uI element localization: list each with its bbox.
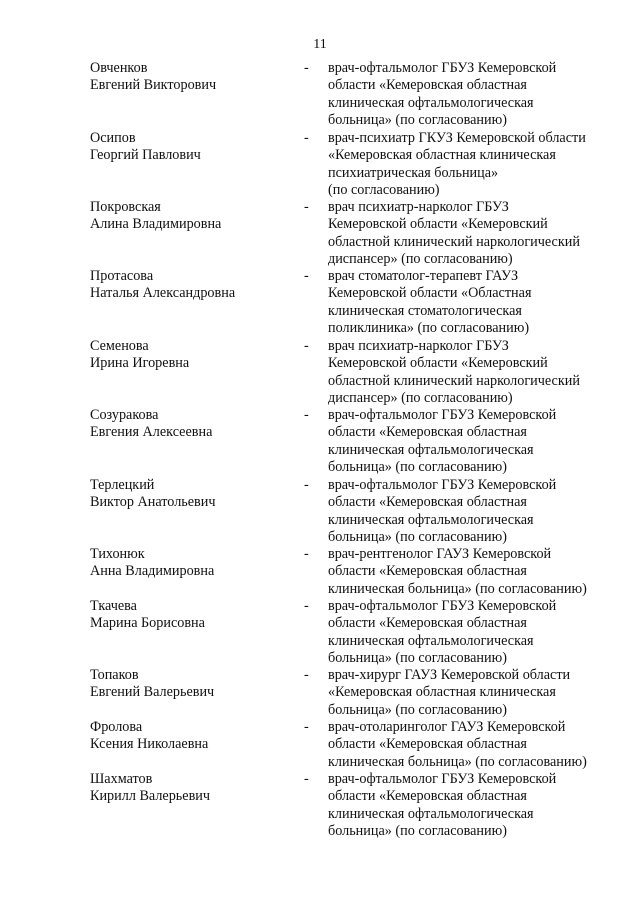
description-line: больница» (по согласованию) bbox=[328, 458, 507, 475]
person-name bbox=[90, 130, 300, 165]
position-description bbox=[328, 719, 618, 771]
description-line: врач-офтальмолог ГБУЗ Кемеровской bbox=[328, 477, 557, 493]
description-line: областной клинический наркологический bbox=[328, 233, 580, 250]
given-names: Георгий Павлович bbox=[90, 147, 201, 164]
description-line: клиническая стоматологическая bbox=[328, 302, 522, 319]
separator-dash: - bbox=[304, 338, 309, 354]
separator-dash: - bbox=[304, 719, 309, 735]
description-line: области «Кемеровская областная bbox=[328, 424, 527, 441]
person-name bbox=[90, 407, 300, 442]
page-number: 11 bbox=[313, 37, 327, 52]
separator-dash: - bbox=[304, 407, 309, 423]
description-line: клиническая офтальмологическая bbox=[328, 94, 534, 111]
separator-dash: - bbox=[304, 130, 309, 146]
description-line: врач-офтальмолог ГБУЗ Кемеровской bbox=[328, 771, 557, 787]
surname: Овченков bbox=[90, 60, 148, 76]
description-line: клиническая офтальмологическая bbox=[328, 441, 534, 458]
position-description bbox=[328, 667, 618, 719]
description-line: (по согласованию) bbox=[328, 181, 440, 198]
surname: Ткачева bbox=[90, 598, 137, 614]
description-line: области «Кемеровская областная bbox=[328, 494, 527, 511]
description-line: Кемеровской области «Областная bbox=[328, 285, 532, 302]
position-description bbox=[328, 60, 618, 129]
surname: Терлецкий bbox=[90, 477, 155, 493]
description-line: поликлиника» (по согласованию) bbox=[328, 319, 530, 336]
description-line: врач-психиатр ГКУЗ Кемеровской области bbox=[328, 130, 586, 146]
description-line: области «Кемеровская областная bbox=[328, 615, 527, 632]
position-description bbox=[328, 546, 618, 598]
surname: Созуракова bbox=[90, 407, 159, 423]
separator-dash: - bbox=[304, 199, 309, 215]
description-line: больница» (по согласованию) bbox=[328, 701, 507, 718]
description-line: психиатрическая больница» bbox=[328, 164, 499, 181]
description-line: области «Кемеровская областная bbox=[328, 77, 527, 94]
separator-dash: - bbox=[304, 667, 309, 683]
surname: Покровская bbox=[90, 199, 161, 215]
given-names: Анна Владимировна bbox=[90, 563, 215, 580]
description-line: Кемеровской области «Кемеровский bbox=[328, 355, 548, 372]
description-line: клиническая офтальмологическая bbox=[328, 511, 534, 528]
description-line: «Кемеровская областная клиническая bbox=[328, 147, 556, 164]
description-line: «Кемеровская областная клиническая bbox=[328, 684, 556, 701]
position-description bbox=[328, 199, 618, 268]
given-names: Виктор Анатольевич bbox=[90, 494, 216, 511]
given-names: Наталья Александровна bbox=[90, 285, 236, 302]
description-line: клиническая больница» (по согласованию) bbox=[328, 580, 587, 597]
position-description bbox=[328, 407, 618, 476]
surname: Тихонюк bbox=[90, 546, 145, 562]
description-line: области «Кемеровская областная bbox=[328, 563, 527, 580]
description-line: врач-рентгенолог ГАУЗ Кемеровской bbox=[328, 546, 552, 562]
given-names: Ирина Игоревна bbox=[90, 355, 190, 372]
person-name bbox=[90, 268, 300, 303]
given-names: Евгений Викторович bbox=[90, 77, 217, 94]
position-description bbox=[328, 130, 618, 199]
description-line: врач стоматолог-терапевт ГАУЗ bbox=[328, 268, 519, 284]
surname: Фролова bbox=[90, 719, 143, 735]
position-description bbox=[328, 598, 618, 667]
description-line: врач-отоларинголог ГАУЗ Кемеровской bbox=[328, 719, 566, 735]
person-name bbox=[90, 199, 300, 234]
description-line: больница» (по согласованию) bbox=[328, 649, 507, 666]
separator-dash: - bbox=[304, 771, 309, 787]
separator-dash: - bbox=[304, 268, 309, 284]
person-name bbox=[90, 771, 300, 806]
position-description bbox=[328, 338, 618, 407]
given-names: Евгения Алексеевна bbox=[90, 424, 213, 441]
description-line: области «Кемеровская областная bbox=[328, 736, 527, 753]
given-names: Ксения Николаевна bbox=[90, 736, 209, 753]
surname: Протасова bbox=[90, 268, 154, 284]
description-line: клиническая больница» (по согласованию) bbox=[328, 753, 587, 770]
description-line: врач-хирург ГАУЗ Кемеровской области bbox=[328, 667, 571, 683]
person-name bbox=[90, 338, 300, 373]
separator-dash: - bbox=[304, 598, 309, 614]
given-names: Алина Владимировна bbox=[90, 216, 222, 233]
description-line: врач-офтальмолог ГБУЗ Кемеровской bbox=[328, 407, 557, 423]
given-names: Евгений Валерьевич bbox=[90, 684, 215, 701]
description-line: врач-офтальмолог ГБУЗ Кемеровской bbox=[328, 598, 557, 614]
surname: Осипов bbox=[90, 130, 136, 146]
description-line: клиническая офтальмологическая bbox=[328, 805, 534, 822]
description-line: клиническая офтальмологическая bbox=[328, 632, 534, 649]
description-line: врач психиатр-нарколог ГБУЗ bbox=[328, 199, 509, 215]
description-line: врач психиатр-нарколог ГБУЗ bbox=[328, 338, 509, 354]
description-line: диспансер» (по согласованию) bbox=[328, 389, 513, 406]
description-line: Кемеровской области «Кемеровский bbox=[328, 216, 548, 233]
separator-dash: - bbox=[304, 60, 309, 76]
person-name bbox=[90, 719, 300, 754]
description-line: больница» (по согласованию) bbox=[328, 111, 507, 128]
description-line: диспансер» (по согласованию) bbox=[328, 250, 513, 267]
description-line: областной клинический наркологический bbox=[328, 372, 580, 389]
person-name bbox=[90, 477, 300, 512]
given-names: Кирилл Валерьевич bbox=[90, 788, 210, 805]
description-line: области «Кемеровская областная bbox=[328, 788, 527, 805]
person-name bbox=[90, 667, 300, 702]
person-name bbox=[90, 598, 300, 633]
surname: Топаков bbox=[90, 667, 139, 683]
given-names: Марина Борисовна bbox=[90, 615, 205, 632]
position-description bbox=[328, 771, 618, 840]
separator-dash: - bbox=[304, 546, 309, 562]
surname: Шахматов bbox=[90, 771, 153, 787]
person-name bbox=[90, 546, 300, 581]
position-description bbox=[328, 477, 618, 546]
position-description bbox=[328, 268, 618, 337]
description-line: врач-офтальмолог ГБУЗ Кемеровской bbox=[328, 60, 557, 76]
description-line: больница» (по согласованию) bbox=[328, 822, 507, 839]
person-name bbox=[90, 60, 300, 95]
surname: Семенова bbox=[90, 338, 149, 354]
description-line: больница» (по согласованию) bbox=[328, 528, 507, 545]
separator-dash: - bbox=[304, 477, 309, 493]
